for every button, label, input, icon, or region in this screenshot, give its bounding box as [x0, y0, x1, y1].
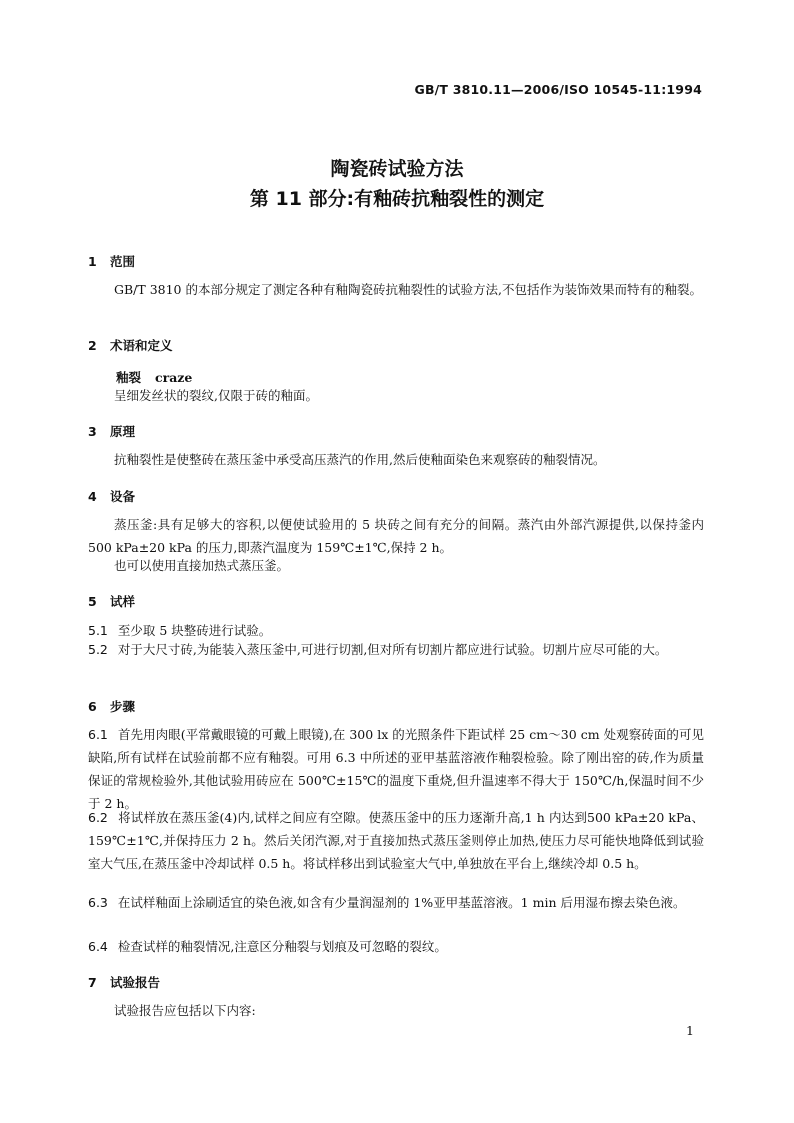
section-title: 试样 [110, 594, 136, 609]
section-title: 步骤 [110, 699, 136, 714]
section-number: 3 [88, 424, 97, 439]
term-english: craze [155, 370, 193, 385]
clause-number: 6.2 [88, 810, 108, 825]
clause-text: 对于大尺寸砖,为能装入蒸压釜中,可进行切割,但对所有切割片都应进行试验。切割片应尽可能的大。 [117, 642, 668, 657]
section-heading-apparatus [88, 487, 135, 505]
section-heading-scope [88, 252, 135, 270]
clause-number: 6.3 [88, 895, 108, 910]
clause-number: 6.4 [88, 939, 108, 954]
report-paragraph: 试验报告应包括以下内容: [114, 1003, 256, 1018]
section-number: 5 [88, 594, 97, 609]
clause-5-2 [88, 638, 704, 661]
section-title: 试验报告 [110, 975, 161, 990]
document-title-line2: 第 11 部分:有釉砖抗釉裂性的测定 [249, 188, 545, 210]
clause-6-3 [88, 891, 704, 914]
page-number: 1 [686, 1023, 694, 1038]
section-number: 1 [88, 254, 97, 269]
section-title: 术语和定义 [110, 338, 173, 353]
clause-text: 首先用肉眼(平常戴眼镜的可戴上眼镜),在 300 lx 的光照条件下距试样 25 cm～30 cm 处观察砖面的可见缺陷,所有试样在试验前都不应有釉裂。可用 6.3 中所述的亚甲基蓝溶液作釉裂检验。除了刚出窑的砖,作为质量保证的常规检验外,其他试验用砖应在 500℃±15℃的温度下重烧,但升温速率不得大于 150℃/h,保温时间不少于 2 h。 [88, 727, 704, 811]
clause-text: 检查试样的釉裂情况,注意区分釉裂与划痕及可忽略的裂纹。 [117, 939, 447, 954]
section-heading-principle [88, 422, 135, 440]
section-title: 原理 [110, 424, 136, 439]
section-number: 6 [88, 699, 97, 714]
standard-id: GB/T 3810.11—2006/ISO 10545-11:1994 [414, 82, 702, 97]
section-number: 4 [88, 489, 97, 504]
section-heading-procedure [88, 697, 135, 715]
apparatus-paragraph: 蒸压釜:具有足够大的容积,以便使试验用的 5 块砖之间有充分的间隔。蒸汽由外部汽源提供,以保持釜内 500 kPa±20 kPa 的压力,即蒸汽温度为 159℃±1℃,保持 2 h。 [88, 517, 704, 555]
section-heading-terms [88, 336, 173, 354]
clause-text: 在试样釉面上涂刷适宜的染色液,如含有少量润湿剂的 1%亚甲基蓝溶液。1 min 后用湿布擦去染色液。 [117, 895, 686, 910]
section-heading-report [88, 973, 160, 991]
clause-6-1 [88, 723, 704, 815]
clause-number: 5.1 [88, 623, 108, 638]
clause-text: 至少取 5 块整砖进行试验。 [117, 623, 272, 638]
clause-6-2 [88, 806, 704, 875]
section-title: 设备 [110, 489, 136, 504]
clause-text: 将试样放在蒸压釜(4)内,试样之间应有空隙。使蒸压釜中的压力逐渐升高,1 h 内达到500 kPa±20 kPa、159℃±1℃,并保持压力 2 h。然后关闭汽源,对于直接加热式蒸压釜则停止加热,使压力尽可能快地降低到试验室大气压,在蒸压釜中冷却试样 0.5 h。将试样移出到试验室大气中,单独放在平台上,继续冷却 0.5 h。 [88, 810, 704, 871]
section-heading-specimens [88, 592, 135, 610]
section-title: 范围 [110, 254, 136, 269]
clause-number: 5.2 [88, 642, 108, 657]
apparatus-paragraph-2: 也可以使用直接加热式蒸压釜。 [114, 558, 290, 573]
principle-paragraph: 抗釉裂性是使整砖在蒸压釜中承受高压蒸汽的作用,然后使釉面染色来观察砖的釉裂情况。 [114, 452, 606, 467]
clause-number: 6.1 [88, 727, 108, 742]
document-title-line1: 陶瓷砖试验方法 [330, 158, 464, 180]
term-definition: 呈细发丝状的裂纹,仅限于砖的釉面。 [114, 388, 318, 403]
clause-6-4 [88, 935, 704, 958]
term-chinese: 釉裂 [116, 370, 142, 385]
scope-paragraph: GB/T 3810 的本部分规定了测定各种有釉陶瓷砖抗釉裂性的试验方法,不包括作为装饰效果而特有的釉裂。 [114, 282, 702, 297]
section-number: 2 [88, 338, 97, 353]
section-number: 7 [88, 975, 97, 990]
